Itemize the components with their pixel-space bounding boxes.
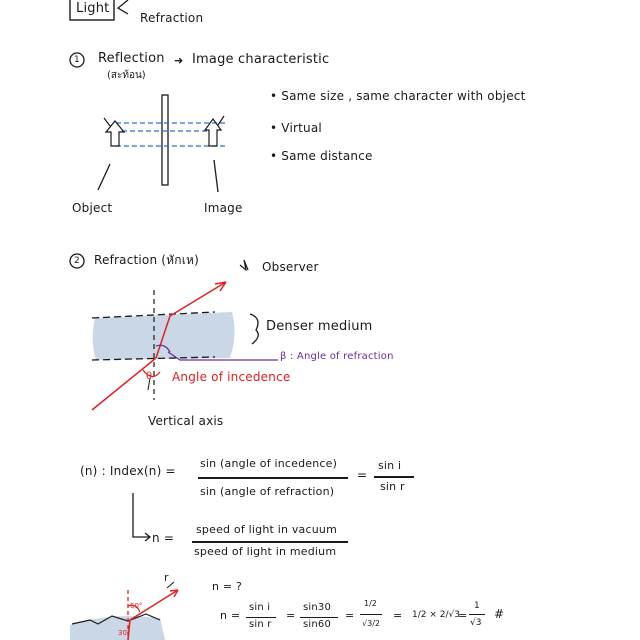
bullet-text: Virtual: [281, 121, 322, 135]
mirror: [162, 95, 168, 185]
image-pointer: [214, 160, 218, 192]
vertical-axis-label: Vertical axis: [148, 414, 224, 428]
angle-bottom-label: 30°: [118, 629, 131, 637]
fraction-line: [246, 617, 276, 618]
medium-brace: [250, 314, 258, 344]
object-pointer: [98, 164, 110, 190]
fraction-line: [198, 477, 348, 479]
index-prefix: (n) : Index(n) =: [80, 464, 176, 478]
header-title: Light: [76, 1, 110, 16]
short-numerator: sin i: [378, 459, 402, 472]
speed-denominator: speed of light in medium: [194, 545, 337, 558]
index-denominator: sin (angle of refraction): [200, 485, 335, 498]
fraction-line: [192, 541, 348, 543]
ray-label: r: [164, 571, 169, 584]
n-equals: n =: [152, 531, 175, 545]
equals-sign: =: [393, 609, 403, 622]
section-number: 1: [74, 55, 80, 65]
angle-refraction-label: β : Angle of refraction: [280, 351, 394, 362]
example-f1-num: sin i: [249, 602, 271, 613]
example-f4: 1/2 × 2/√3: [412, 610, 460, 620]
example-f3-den: √3/2: [362, 619, 380, 628]
speed-numerator: speed of light in vacuum: [196, 523, 337, 536]
equals-sign: =: [357, 468, 368, 482]
refraction-diagram: [92, 260, 278, 410]
bullet-same-distance: • Same distance: [270, 149, 373, 163]
section-title-refraction: Refraction (หักเห): [94, 253, 200, 267]
index-numerator: sin (angle of incedence): [200, 457, 338, 470]
denser-medium-label: Denser medium: [266, 319, 373, 334]
header-branch-refraction: Refraction: [140, 11, 204, 25]
example-f2-den: sin60: [303, 619, 332, 630]
example-f3-num: 1/2: [364, 599, 377, 608]
section-subtitle-thai: (สะท้อน): [107, 70, 146, 81]
question-label: n = ?: [212, 580, 243, 593]
theta-symbol: θ: [146, 371, 153, 382]
fraction-line: [469, 614, 485, 615]
bullet-text: Same size , same character with object: [281, 89, 526, 103]
emergent-ray: [170, 282, 226, 316]
end-mark: #: [494, 607, 505, 621]
section-number: 2: [74, 256, 80, 266]
equals-sign: =: [458, 609, 468, 622]
arrow-icon: ➜: [174, 54, 184, 67]
example-f5-num: 1: [474, 601, 480, 611]
derivation-arrow: [133, 493, 150, 537]
angle-top-label: 60°: [130, 602, 143, 610]
bullet-same-size: • Same size , same character with object: [270, 89, 526, 103]
characteristic-title: Image characteristic: [192, 52, 330, 67]
incident-ray: [92, 358, 156, 410]
fraction-line: [300, 617, 338, 618]
example-f5-den: √3: [470, 618, 482, 628]
observer-label: Observer: [262, 260, 319, 274]
bullet-virtual: • Virtual: [270, 121, 322, 135]
reflection-diagram: [98, 95, 228, 192]
example-f1-den: sin r: [249, 619, 272, 630]
equals-sign: =: [286, 609, 296, 622]
object-label: Object: [72, 201, 113, 215]
bullet-text: Same distance: [281, 149, 373, 163]
branch-brace: [118, 0, 128, 14]
example-f2-num: sin30: [303, 602, 332, 613]
fraction-line: [374, 476, 414, 478]
section-title-reflection: Reflection: [98, 51, 165, 66]
equals-sign: =: [345, 609, 355, 622]
fraction-line: [360, 614, 382, 615]
image-label: Image: [204, 201, 243, 215]
example-lhs: n =: [220, 609, 241, 622]
eye-icon: [240, 260, 248, 270]
angle-incidence-label: Angle of incedence: [172, 370, 291, 384]
short-denominator: sin r: [380, 480, 405, 493]
